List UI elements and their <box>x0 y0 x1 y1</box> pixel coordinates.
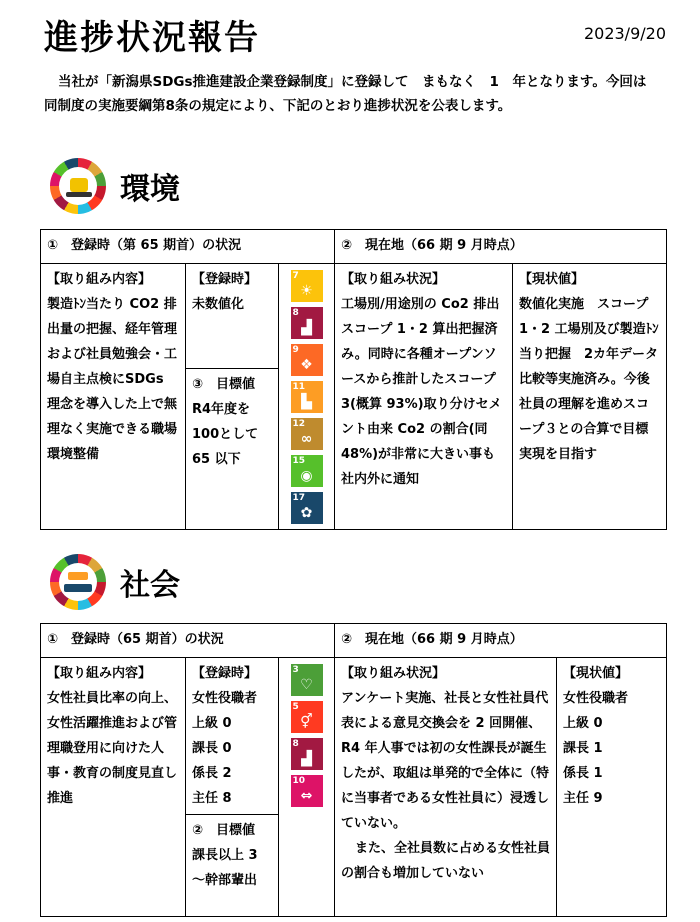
soc-touroku-line: 女性役職者 <box>192 691 258 706</box>
soc-header-registration: ① 登録時（65 期首）の状況 <box>41 624 335 658</box>
soc-current-cell <box>557 658 667 917</box>
sdg-11-city-icon: 11 ▙ <box>291 381 323 413</box>
env-touroku-cell <box>186 264 279 369</box>
soc-section-heading <box>50 554 180 610</box>
sdg-17-partnership-icon: 17 ✿ <box>291 492 323 524</box>
soc-touroku-line: 係長 2 <box>192 766 232 781</box>
soc-current-line: 課長 1 <box>563 741 603 756</box>
env-status-cell <box>335 264 513 530</box>
env-header-registration: ① 登録時（第 65 期首）の状況 <box>41 230 335 264</box>
env-target-label: ③ 目標値 <box>192 377 256 392</box>
env-status-label: 【取り組み状況】 <box>341 272 446 287</box>
env-current-text: 数値化実施 スコープ 1・2 工場別及び製造ﾄﾝ当り把握 2カ年データ比較等実施済み。今後社員の理解を進めスコープ３との合算で目標実現を目指す <box>519 297 659 462</box>
env-target-text: R4年度を 100として 65 以下 <box>192 402 259 467</box>
sdg-15-eye-icon: 15 ◉ <box>291 455 323 487</box>
env-status-text: 工場別/用途別の Co2 排出スコープ 1・2 算出把握済み。同時に各種オープンソースから推計したスコープ 3(概算 93%)取り分けセメント由来 Co2 の割合(同 48%)が非常に大きい事も社内外に通知 <box>341 297 502 487</box>
env-sdg-icons <box>279 264 335 530</box>
soc-status-text: アンケート実施、社長と女性社員代表による意見交換会を 2 回開催、R4 年人事では初の女性課長が誕生したが、取組は単発的で全体に（特に当事者である女性社員に）浸透していない。 <box>341 691 550 831</box>
soc-torikumi-cell <box>41 658 186 917</box>
soc-header-current: ② 現在地（66 期 9 月時点） <box>335 624 667 658</box>
soc-target-cell <box>186 815 279 917</box>
intro-line-1: 当社が「新潟県SDGs推進建設企業登録制度」に登録して まもなく 1 年となります。今回は <box>58 74 647 90</box>
intro-paragraph <box>44 70 670 118</box>
env-section-title: 環境 <box>120 172 180 207</box>
sdg-10-equality-icon: 10 ⇔ <box>291 775 323 807</box>
soc-section-title: 社会 <box>120 568 180 603</box>
soc-torikumi-label: 【取り組み内容】 <box>47 666 152 681</box>
soc-status-text-2: また、全社員数に占める女性社員の割合も増加していない <box>341 841 551 881</box>
soc-sdg-icons <box>279 658 335 917</box>
soc-progress-table <box>40 623 667 917</box>
soc-status-label: 【取り組み状況】 <box>341 666 446 681</box>
soc-current-line: 主任 9 <box>563 791 603 806</box>
sdg-8-growth-chart-icon: 8 ▟ <box>291 738 323 770</box>
sdg-5-gender-icon: 5 ⚥ <box>291 701 323 733</box>
env-touroku-text: 未数値化 <box>192 297 245 312</box>
soc-status-cell <box>335 658 557 917</box>
env-target-cell <box>186 369 279 530</box>
soc-torikumi-text: 女性社員比率の向上、女性活躍推進および管理職登用に向けた人事・教育の制度見直し推進 <box>47 691 178 806</box>
env-section-heading <box>50 158 180 214</box>
env-current-label: 【現状値】 <box>519 272 585 287</box>
page-title: 進捗状況報告 <box>44 18 260 58</box>
soc-touroku-line: 上級 0 <box>192 716 232 731</box>
company-logo-icon <box>50 158 106 214</box>
soc-touroku-line: 主任 8 <box>192 791 232 806</box>
env-torikumi-text: 製造ﾄﾝ当たり CO2 排出量の把握、経年管理および社員勉強会・工場自主点検にSDGs 理念を導入した上で無理なく実施できる職場環境整備 <box>47 297 178 462</box>
sdg-3-heartbeat-icon: 3 ♡ <box>291 664 323 696</box>
soc-target-text: 課長以上 3 ～幹部輩出 <box>192 848 258 888</box>
sdgs-registration-logo-icon <box>50 554 106 610</box>
soc-current-label: 【現状値】 <box>563 666 629 681</box>
soc-touroku-label: 【登録時】 <box>192 666 258 681</box>
intro-line-2: 同制度の実施要綱第8条の規定により、下記のとおり進捗状況を公表します。 <box>44 98 512 114</box>
env-progress-table <box>40 229 667 530</box>
sdg-12-infinity-icon: 12 ∞ <box>291 418 323 450</box>
env-current-cell <box>513 264 667 530</box>
sdg-7-sun-icon: 7 ☀ <box>291 270 323 302</box>
env-touroku-label: 【登録時】 <box>192 272 258 287</box>
env-header-current: ② 現在地（66 期 9 月時点） <box>335 230 667 264</box>
sdg-9-cubes-icon: 9 ❖ <box>291 344 323 376</box>
env-torikumi-cell <box>41 264 186 530</box>
soc-current-line: 上級 0 <box>563 716 603 731</box>
soc-touroku-line: 課長 0 <box>192 741 232 756</box>
soc-target-label: ② 目標値 <box>192 823 256 838</box>
sdg-8-growth-chart-icon: 8 ▟ <box>291 307 323 339</box>
soc-current-line: 係長 1 <box>563 766 603 781</box>
report-date: 2023/9/20 <box>583 24 666 43</box>
soc-touroku-cell <box>186 658 279 815</box>
soc-current-line: 女性役職者 <box>563 691 629 706</box>
env-torikumi-label: 【取り組み内容】 <box>47 272 152 287</box>
